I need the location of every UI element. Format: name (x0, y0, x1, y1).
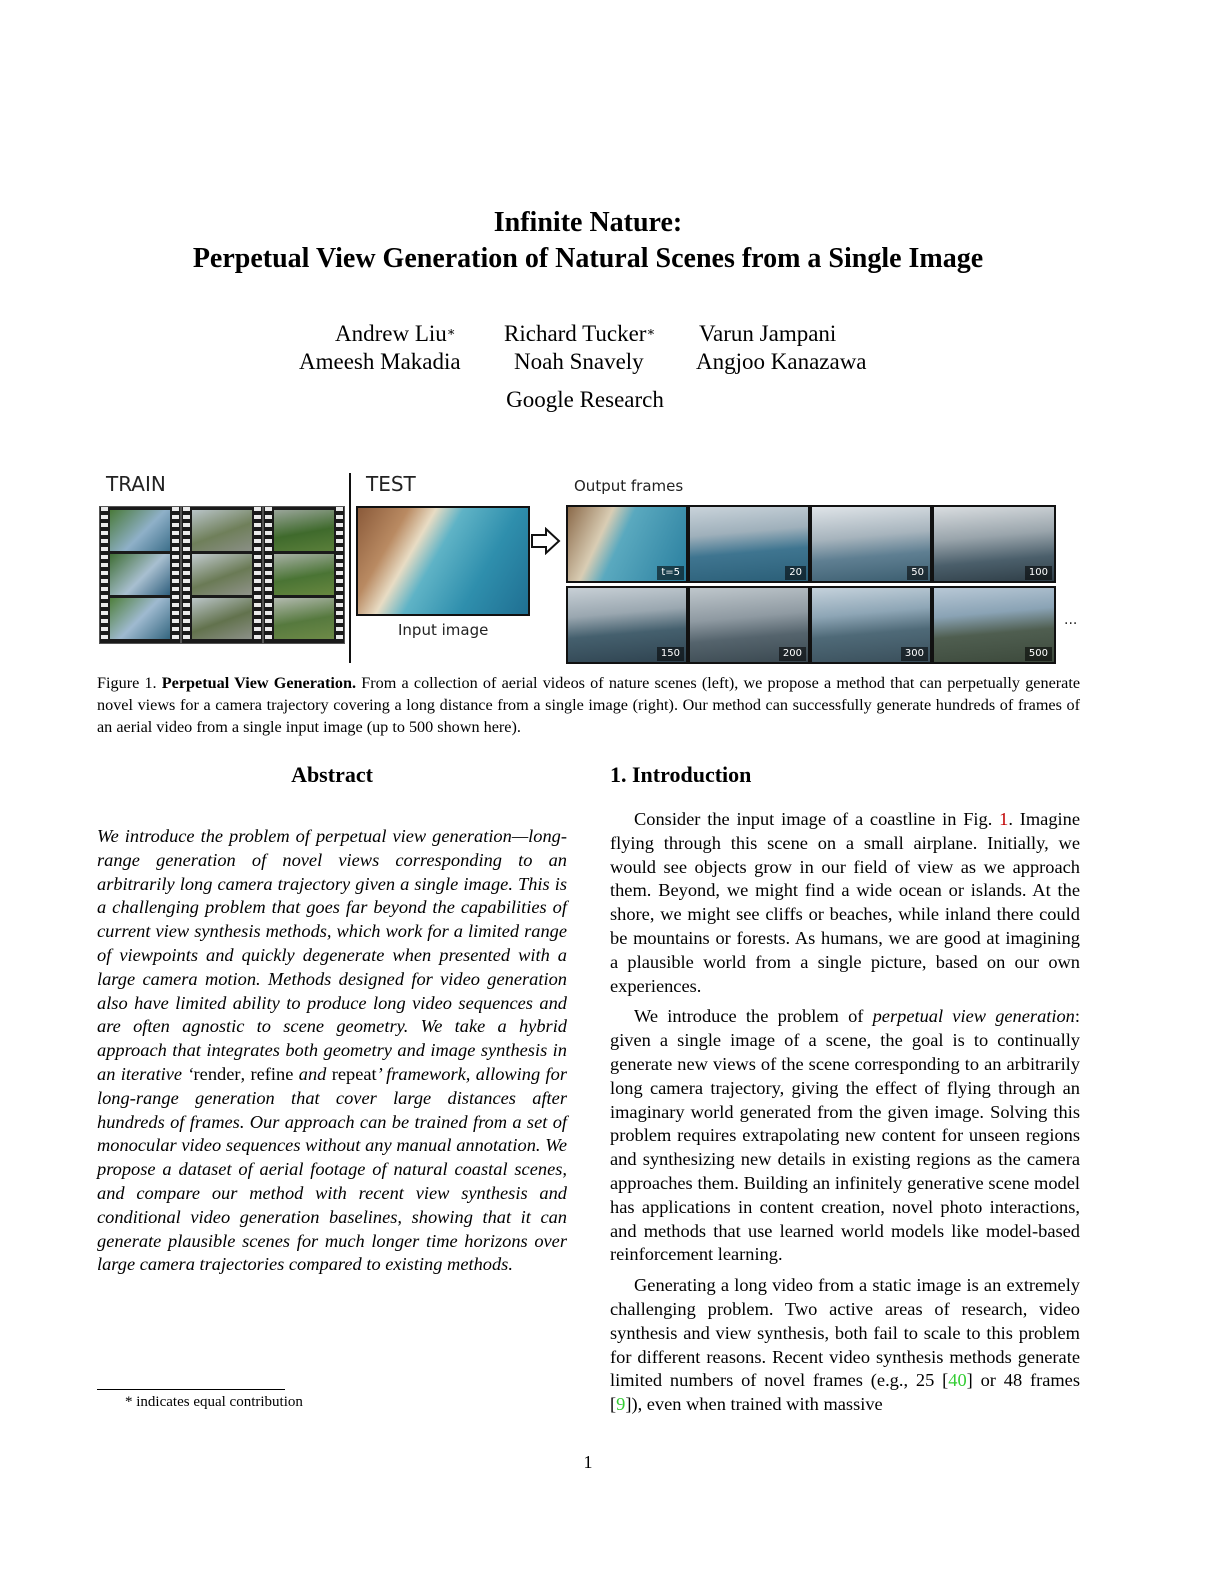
citation-link[interactable]: 9 (616, 1394, 626, 1415)
affiliation: Google Research (506, 387, 664, 412)
strip-frame (110, 510, 170, 551)
strip-frame (274, 598, 334, 639)
abstract-heading: Abstract (291, 762, 373, 787)
output-frame: 200 (688, 586, 810, 664)
more-frames-ellipsis: ... (1064, 612, 1078, 628)
output-frame: t=5 (566, 505, 688, 583)
strip-frame (110, 554, 170, 595)
output-frames-label: Output frames (574, 477, 684, 495)
test-label: TEST (366, 472, 416, 496)
output-frame: 300 (810, 586, 932, 664)
abstract-text: We introduce the problem of perpetual view generation—long-range generation of novel views corresponding to an arbitrarily long camera trajectory given a single image. This is a challenging problem that goes far beyond the capabilities of current view synthesis methods, which work for a limited range of viewpoints and quickly degenerate when presented with a large camera motion. Methods designed for video generation also have limited ability to produce long video sequences and are often agnostic to scene geometry. We take a hybrid approach that integrates both geometry and image synthesis in an iterative ‘render, refine and repeat’ framework, allowing for long-range generation that cover large distances after hundreds of frames. Our approach can be trained from a set of monocular video sequences without any manual annotation. We propose a dataset of aerial footage of natural coastal scenes, and compare our method with recent view synthesis and conditional video generation baselines, showing that it can generate plausible scenes for much longer time horizons over large camera trajectories compared to existing methods. (97, 826, 567, 1275)
figure-1 (0, 0, 1224, 670)
intro-paragraph-1: Consider the input image of a coastline in Fig. 1. Imagine flying through this scene on a small airplane. Initially, we would see objects grow in our field of view as we approach them. Beyond, we might find a wide ocean or islands. At the shore, we might see cliffs or beaches, while inland there could be mountains or forests. As humans, we are good at imagining a plausible world from a single picture, based on our own experiences. (610, 809, 1080, 996)
input-image-label: Input image (398, 621, 489, 639)
strip-frame (192, 510, 252, 551)
strip-frame (192, 598, 252, 639)
train-film-strip-2 (181, 506, 263, 644)
output-frame: 150 (566, 586, 688, 664)
figure-caption: Figure 1. Perpetual View Generation. From a collection of aerial videos of nature scenes (left), we propose a method that can perpetually generate novel views for a camera trajectory covering a long distance from a single image (right). Our method can successfully generate hundreds of frames of an aerial video from a single input image (up to 500 shown here). (97, 674, 1081, 736)
author-1: Andrew Liu∗ (335, 321, 456, 346)
page-number: 1 (583, 1452, 593, 1472)
output-frame: 100 (932, 505, 1056, 583)
train-test-divider (349, 473, 351, 663)
output-frame: 20 (688, 505, 810, 583)
footnote-rule (97, 1389, 285, 1390)
input-image (356, 506, 530, 616)
author-6: Angjoo Kanazawa (696, 349, 867, 374)
output-frame: 500 (932, 586, 1056, 664)
author-3: Varun Jampani (699, 321, 837, 346)
author-2: Richard Tucker∗ (504, 321, 656, 346)
title-line-2: Perpetual View Generation of Natural Scenes from a Single Image (192, 243, 984, 274)
introduction-body (610, 808, 1080, 1417)
train-label: TRAIN (106, 472, 166, 496)
intro-paragraph-2: We introduce the problem of perpetual view generation: given a single image of a scene, the goal is to continually generate new views of the scene corresponding to an arbitrarily long camera trajectory, giving the effect of flying through an imaginary world generated from the given image. Solving this problem requires extrapolating new content for unseen regions and synthesizing new details in existing regions as the camera approaches them. Building an infinitely generative scene model has applications in content creation, novel photo interactions, and methods that use learned world models like model-based reinforcement learning. (610, 1006, 1081, 1265)
footnote: * indicates equal contribution (125, 1394, 303, 1410)
author-5: Noah Snavely (514, 349, 644, 374)
strip-frame (192, 554, 252, 595)
introduction-heading: 1. Introduction (610, 762, 752, 787)
strip-frame (110, 598, 170, 639)
output-frame: 50 (810, 505, 932, 583)
train-film-strip-3 (263, 506, 345, 644)
strip-frame (274, 510, 334, 551)
arrow-right-icon (530, 527, 562, 555)
author-4: Ameesh Makadia (299, 349, 461, 374)
figure-ref-link[interactable]: 1 (999, 809, 1009, 829)
train-film-strip-1 (99, 506, 181, 644)
title-line-1: Infinite Nature: (493, 207, 683, 238)
strip-frame (274, 554, 334, 595)
citation-link[interactable]: 40 (948, 1370, 967, 1391)
intro-paragraph-3: Generating a long video from a static image is an extremely challenging problem. Two active areas of research, video synthesis and view synthesis, both fail to scale to this problem for different reasons. Recent video synthesis methods generate limited numbers of novel frames (e.g., 25 [40] or 48 frames [9]), even when trained with massive (610, 1275, 1080, 1415)
